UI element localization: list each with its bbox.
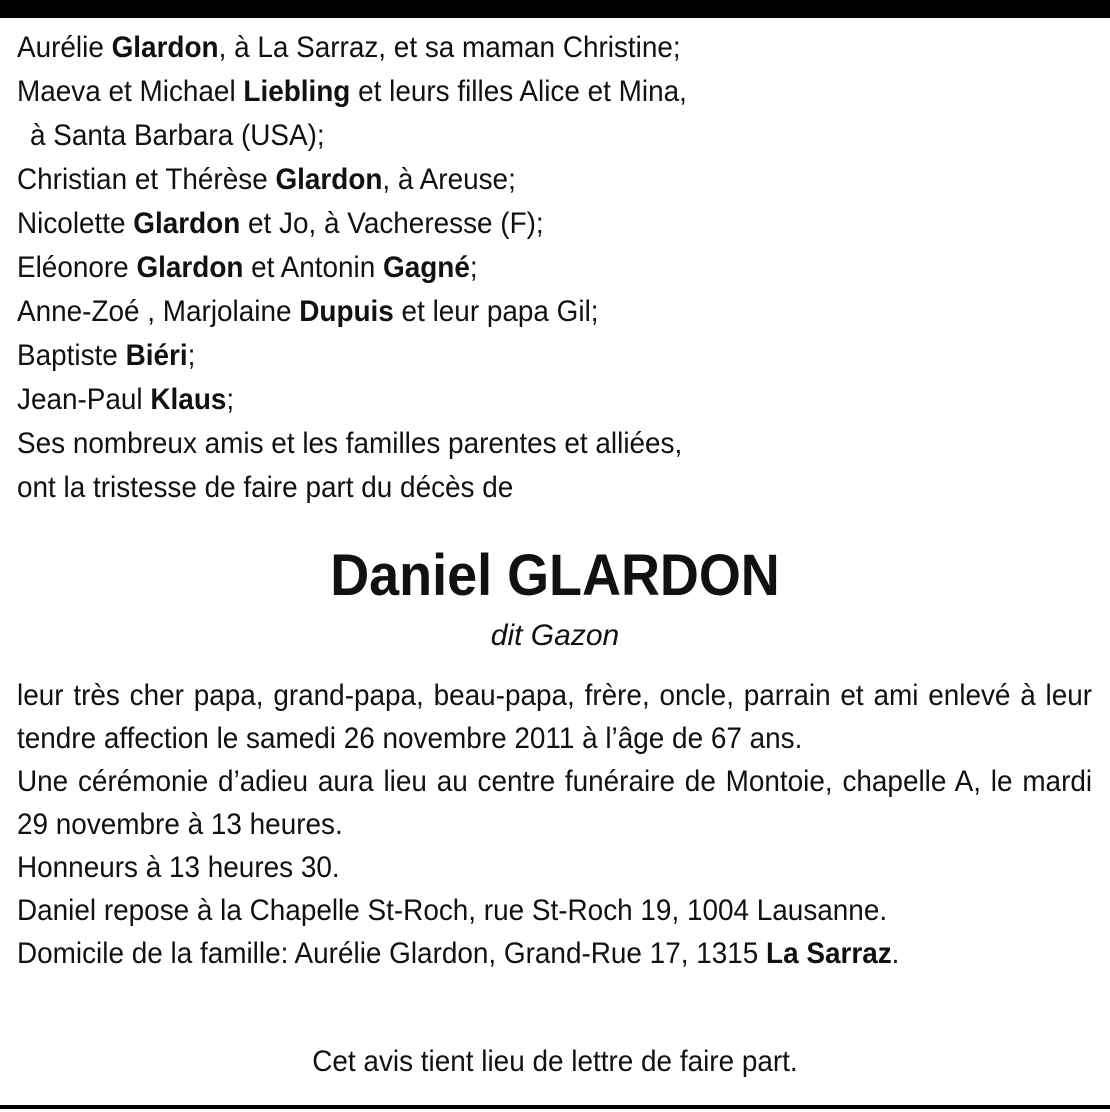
family-surname: Glardon	[133, 207, 241, 240]
family-surname: Biéri	[125, 339, 188, 372]
family-text: et Antonin	[243, 251, 384, 284]
deceased-nickname: dit Gazon	[490, 619, 620, 652]
family-text: Christian et Thérèse	[17, 163, 276, 196]
family-line	[17, 466, 1092, 510]
family-text: ;	[226, 383, 235, 416]
family-text: , à Areuse;	[382, 163, 516, 196]
family-line	[17, 158, 1092, 202]
family-line	[17, 246, 1092, 290]
family-text: ont la tristesse de faire part du décès de	[17, 471, 514, 504]
family-line	[17, 422, 1092, 466]
family-text: ;	[187, 339, 196, 372]
family-surname: Gagné	[383, 251, 470, 284]
family-text: Maeva et Michael	[17, 75, 244, 108]
domicile-text: Domicile de la famille: Aurélie Glardon, Grand-Rue 17, 1315	[17, 937, 767, 970]
family-list	[17, 26, 1092, 510]
family-text: Anne-Zoé , Marjolaine	[17, 295, 300, 328]
body-paragraph	[17, 932, 1092, 975]
family-text: Ses nombreux amis et les familles parentes et alliées,	[17, 427, 683, 460]
notice-body	[17, 674, 1092, 975]
family-line	[17, 334, 1092, 378]
family-line	[17, 290, 1092, 334]
body-paragraph: leur très cher papa, grand-papa, beau-papa, frère, oncle, parrain et ami enlevé à leur tendre affection le samedi 26 novembre 2011 à l’âge de 67 ans.	[17, 679, 1093, 755]
family-text: ;	[469, 251, 478, 284]
body-paragraph: Une cérémonie d’adieu aura lieu au centre funéraire de Montoie, chapelle A, le mardi 29 novembre à 13 heures.	[17, 765, 1093, 841]
family-text: , à La Sarraz, et sa maman Christine;	[218, 31, 681, 64]
deceased-heading	[0, 540, 1110, 656]
domicile-town: La Sarraz	[766, 937, 892, 970]
bottom-border-rule	[0, 1105, 1110, 1109]
family-text: Eléonore	[17, 251, 137, 284]
family-surname: Liebling	[243, 75, 351, 108]
family-text: Baptiste	[17, 339, 126, 372]
domicile-text: .	[891, 937, 900, 970]
family-text: Jean-Paul	[17, 383, 151, 416]
family-text: Nicolette	[17, 207, 134, 240]
family-text: à Santa Barbara (USA);	[30, 119, 325, 152]
body-paragraph: Honneurs à 13 heures 30.	[17, 851, 340, 884]
family-text: et leur papa Gil;	[393, 295, 599, 328]
footer-text: Cet avis tient lieu de lettre de faire part.	[312, 1045, 798, 1078]
deceased-name: Daniel GLARDON	[330, 543, 780, 608]
family-text: et Jo, à Vacheresse (F);	[240, 207, 544, 240]
family-line	[17, 70, 1092, 114]
family-line	[17, 378, 1092, 422]
family-surname: Dupuis	[299, 295, 394, 328]
family-text: Aurélie	[17, 31, 112, 64]
family-text: et leurs filles Alice et Mina,	[350, 75, 687, 108]
family-line	[17, 26, 1092, 70]
family-surname: Glardon	[275, 163, 383, 196]
family-line	[17, 114, 1092, 158]
family-surname: Glardon	[111, 31, 219, 64]
footer-note	[0, 1040, 1110, 1084]
body-paragraph: Daniel repose à la Chapelle St-Roch, rue St-Roch 19, 1004 Lausanne.	[17, 894, 888, 927]
family-surname: Klaus	[150, 383, 227, 416]
family-surname: Glardon	[136, 251, 244, 284]
top-border-rule	[0, 0, 1110, 18]
family-line	[17, 202, 1092, 246]
